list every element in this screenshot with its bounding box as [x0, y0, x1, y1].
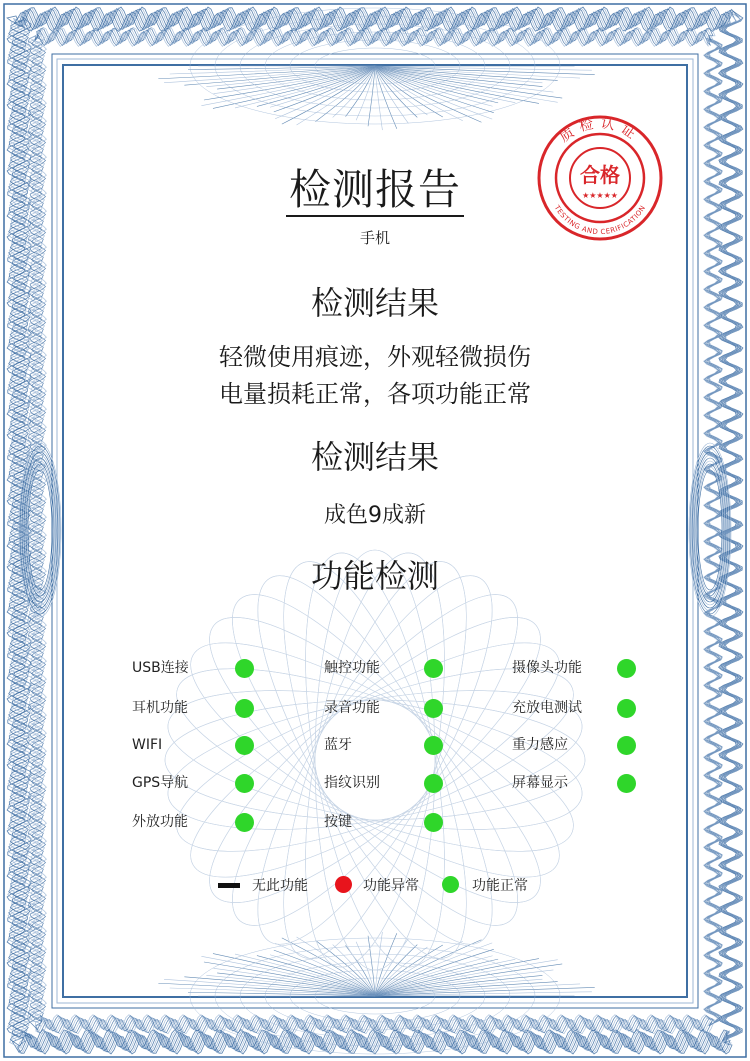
- stamp-stars: ★★★★★: [582, 191, 618, 200]
- stamp-ring-text: TESTING AND CERIFICATION: [552, 203, 648, 237]
- status-dot-touch: [424, 659, 443, 678]
- function-label-buttons: 按键: [324, 814, 352, 830]
- section-heading-functions: 功能检测: [310, 557, 439, 595]
- function-label-display: 屏幕显示: [512, 775, 568, 791]
- result-line-2: 电量损耗正常，各项功能正常: [219, 380, 531, 408]
- legend-normal-marker: [442, 876, 459, 893]
- status-dot-gps: [235, 774, 254, 793]
- status-dot-usb: [235, 659, 254, 678]
- status-dot-charging: [617, 699, 636, 718]
- function-label-charging: 充放电测试: [512, 700, 582, 716]
- stamp-center-text: 合格: [580, 163, 620, 187]
- function-label-touch: 触控功能: [324, 660, 380, 676]
- function-label-camera: 摄像头功能: [512, 660, 582, 676]
- status-dot-fingerprint: [424, 774, 443, 793]
- function-label-gps: GPS导航: [132, 775, 189, 791]
- report-subtitle: 手机: [359, 229, 390, 247]
- status-dot-buttons: [424, 813, 443, 832]
- status-dot-camera: [617, 659, 636, 678]
- result-line-1: 轻微使用痕迹，外观轻微损伤: [219, 343, 531, 371]
- status-dot-earphone: [235, 699, 254, 718]
- legend-abnormal-label: 功能异常: [363, 878, 419, 894]
- legend-abnormal-marker: [335, 876, 352, 893]
- function-label-bluetooth: 蓝牙: [324, 737, 352, 753]
- status-dot-display: [617, 774, 636, 793]
- legend-none-label: 无此功能: [252, 878, 308, 894]
- report-title-text: 检测报告: [286, 166, 464, 217]
- status-dot-speaker: [235, 813, 254, 832]
- status-dot-recording: [424, 699, 443, 718]
- function-label-fingerprint: 指纹识别: [324, 775, 380, 791]
- function-label-gravity: 重力感应: [512, 737, 568, 753]
- function-label-speaker: 外放功能: [132, 814, 188, 830]
- function-label-usb: USB连接: [132, 660, 189, 676]
- condition-grade: 成色9成新: [324, 503, 426, 528]
- function-label-wifi: WIFI: [132, 737, 163, 753]
- status-dot-bluetooth: [424, 736, 443, 755]
- stamp-top-text: 质检认证: [556, 115, 644, 146]
- section-heading-grade: 检测结果: [310, 438, 439, 476]
- legend-normal-label: 功能正常: [472, 878, 528, 894]
- section-heading-result: 检测结果: [310, 284, 439, 322]
- function-label-earphone: 耳机功能: [132, 700, 188, 716]
- legend-none-marker: [218, 883, 240, 888]
- status-dot-gravity: [617, 736, 636, 755]
- function-label-recording: 录音功能: [324, 700, 380, 716]
- status-dot-wifi: [235, 736, 254, 755]
- report-title: [0, 166, 750, 217]
